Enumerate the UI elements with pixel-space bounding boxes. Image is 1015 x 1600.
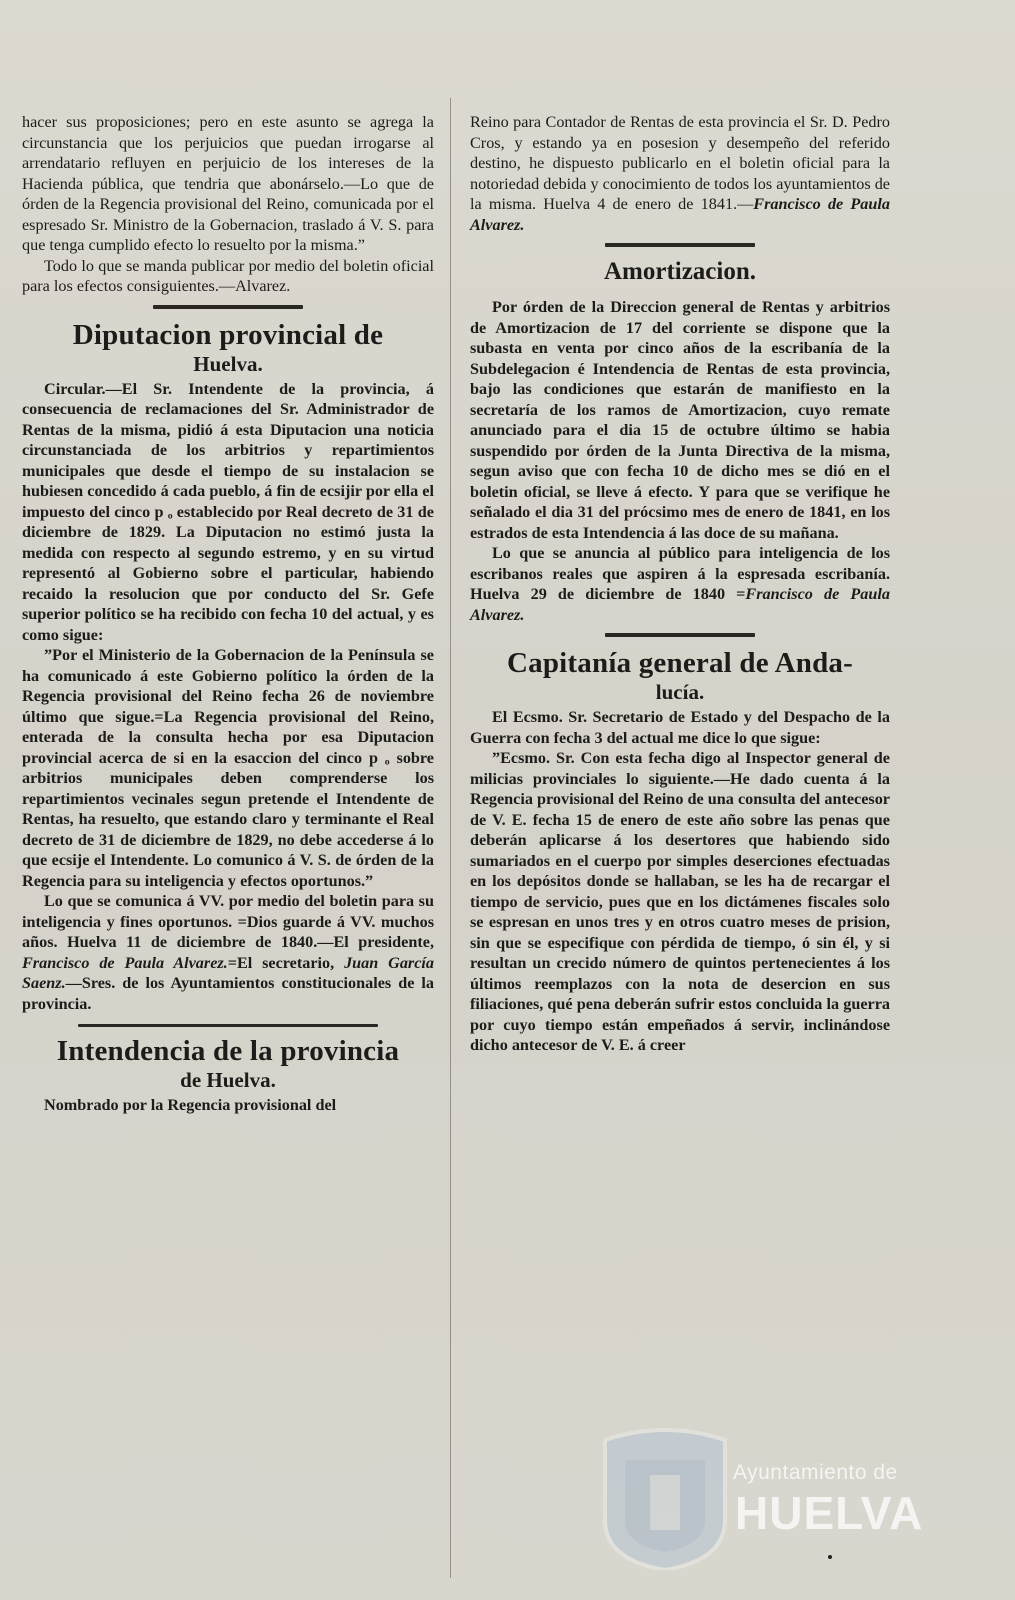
section-rule [605,243,755,247]
recipients: —Sres. de los Ayuntamientos constitucionales de la provincia. [22,974,434,1013]
paragraph-intendencia-continued [470,112,890,235]
paragraph-closing [22,891,434,1014]
paragraph-intendencia-intro: Nombrado por la Regencia provisional del [44,1096,337,1114]
paragraph-amortizacion: Por órden de la Direccion general de Rentas y arbitrios de Amortizacion de 17 del corriente se dispone que la subasta en venta por cinco años de la escribanía de la Subdelegacion é Intendencia de Rentas de esta provincia, bajo las condiciones que estarán de manifiesto en la secretaría de los ramos de Amortizacion, cuyo remate anunciado para el dia 15 de octubre último se habia suspendido por órden de la Junta Directiva de la misma, segun aviso que con fecha 10 de dicho mes se dió en el boletin oficial, se lleve á efecto. Y para que se verifique he señalado el dia 31 del prócsimo mes de enero de 1841, en los estrados de esta Intendencia á las doce de su mañana. [470,298,890,542]
president-name: Francisco de Paula Alvarez. [22,953,228,972]
paragraph-amortizacion-notice [470,543,890,625]
watermark-line1: Ayuntamiento de [733,1461,898,1484]
heading-diputacion: Diputacion provincial de [72,318,384,351]
secretary-label: =El secretario, [227,953,335,972]
subheading-diputacion: Huelva. [193,351,263,376]
section-rule [605,633,755,637]
circular-text: El Sr. Intendente de la provincia, á consecuencia de reclamaciones del Sr. Administrador de Rentas de la misma, pidió á esta Diputacion una noticia circunstanciada de los arbitrios y repartimientos municipales que desde el tiempo de su instalacion se hubiesen concedido á cada pueblo, á fin de ecsijir por ella el impuesto del cinco p ₒ establecido por Real decreto de 31 de diciembre de 1829. La Diputacion no estimó justa la medida con respecto al segundo estremo, y en su virtud representó al Gobierno sobre el particular, habiendo recaido la resolucion que por conducto del Sr. Gefe superior político se ha recibido con fecha 10 del actual, y es como sigue: [22,379,434,644]
ink-dot [828,1555,832,1559]
column-divider [450,98,451,1578]
heading-capitania: Capitanía general de Anda- [507,647,853,679]
left-column [22,112,434,1116]
watermark-line2: HUELVA [735,1487,924,1539]
subheading-intendencia: de Huelva. [180,1068,276,1092]
secretary-name: Juan García Saenz. [22,953,434,992]
paragraph-circular [22,379,434,646]
intendencia-signature: Francisco de Paula Alvarez. [470,195,890,234]
right-column [470,112,890,1056]
paragraph-continuation: hacer sus proposiciones; pero en este asunto se agrega la circunstancia que los perjuicios que puedan irrogarse al arrendatario refluyen en perjuicio de los intereses de la Hacienda pública, que tendria que abonárselo.—Lo que de órden de la Regencia provisional del Reino, comunicada por el espresado Sr. Ministro de la Gobernacion, traslado á V. S. para que tenga cumplido efecto lo resuelto por la misma.” [22,113,434,254]
paragraph-capitania-intro: El Ecsmo. Sr. Secretario de Estado y del Despacho de la Guerra con fecha 3 del actual me dice lo que sigue: [470,708,890,747]
paragraph-quote-ministerio: ”Por el Ministerio de la Gobernacion de la Península se ha comunicado á este Gobierno político la órden de la Regencia provisional del Reino fecha 26 de noviembre último que sigue.=La Regencia provisional del Reino, enterada de la consulta hecha por esa Diputacion provincial acerca de si en la esaccion del cinco p ₒ sobre arbitrios municipales deben comprenderse los repartimientos vecinales segun pretende el Intendente de Rentas, ha resuelto, que estando claro y terminante el Real decreto de 31 de diciembre de 1829, no debe accederse á lo que ecsije el Intendente. Lo comunico á V. S. de órden de la Regencia para su inteligencia y efectos oportunos.” [22,646,434,890]
amortizacion-notice-text: Lo que se anuncia al público para inteligencia de los escribanos reales que aspiren á la espresada escribanía. Huelva 29 de diciembre de 1840 = [470,544,890,603]
section-rule [153,305,303,309]
amortizacion-signature: Francisco de Paula Alvarez. [470,585,890,624]
section-rule [78,1024,378,1027]
paragraph-publish-notice: Todo lo que se manda publicar por medio del boletin oficial para los efectos consiguientes.—Alvarez. [22,256,434,295]
intendencia-cont-text: Reino para Contador de Rentas de esta provincia el Sr. D. Pedro Cros, y estando ya en posesion y desempeño del referido destino, he dispuesto publicarlo en el boletin oficial para la notoriedad debida y conocimiento de todos los ayuntamientos de la misma. Huelva 4 de enero de 1841.— [470,113,890,213]
heading-amortizacion: Amortizacion. [603,258,757,285]
circular-label: Circular.— [44,379,122,398]
heading-intendencia: Intendencia de la provincia [56,1035,400,1067]
subheading-capitania: lucía. [655,680,705,704]
closing-text: Lo que se comunica á VV. por medio del boletin para su inteligencia y fines oportunos. =Dios guarde á VV. muchos años. Huelva 11 de diciembre de 1840.—El presidente, [22,892,434,951]
paragraph-capitania-quote: ”Ecsmo. Sr. Con esta fecha digo al Inspector general de milicias provinciales lo siguiente.—He dado cuenta á la Regencia provisional del Reino de una consulta del antecesor de V. E. fecha 15 de enero de este año sobre las penas que deberán aplicarse á los desertores que habiendo sido sumariados en el cuerpo por simples deserciones efectuadas en los depósitos donde se hallaban, se les ha de recargar el tiempo de servicio, pues que en los dictámenes fiscales solo se espresan en unos tres y en otros cuatro meses de prision, sin que se especifique con pérdida de tiempo, ó sin él, y si resultan un crecido número de quintos pertenecientes á los últimos reemplazos con la nota de desercion en sus filiaciones, qué pena deberán sufrir estos concluida la guerra por cuyo tiempo están empeñados á servir, inclinándose dicho antecesor de V. E. á creer [470,749,890,1054]
